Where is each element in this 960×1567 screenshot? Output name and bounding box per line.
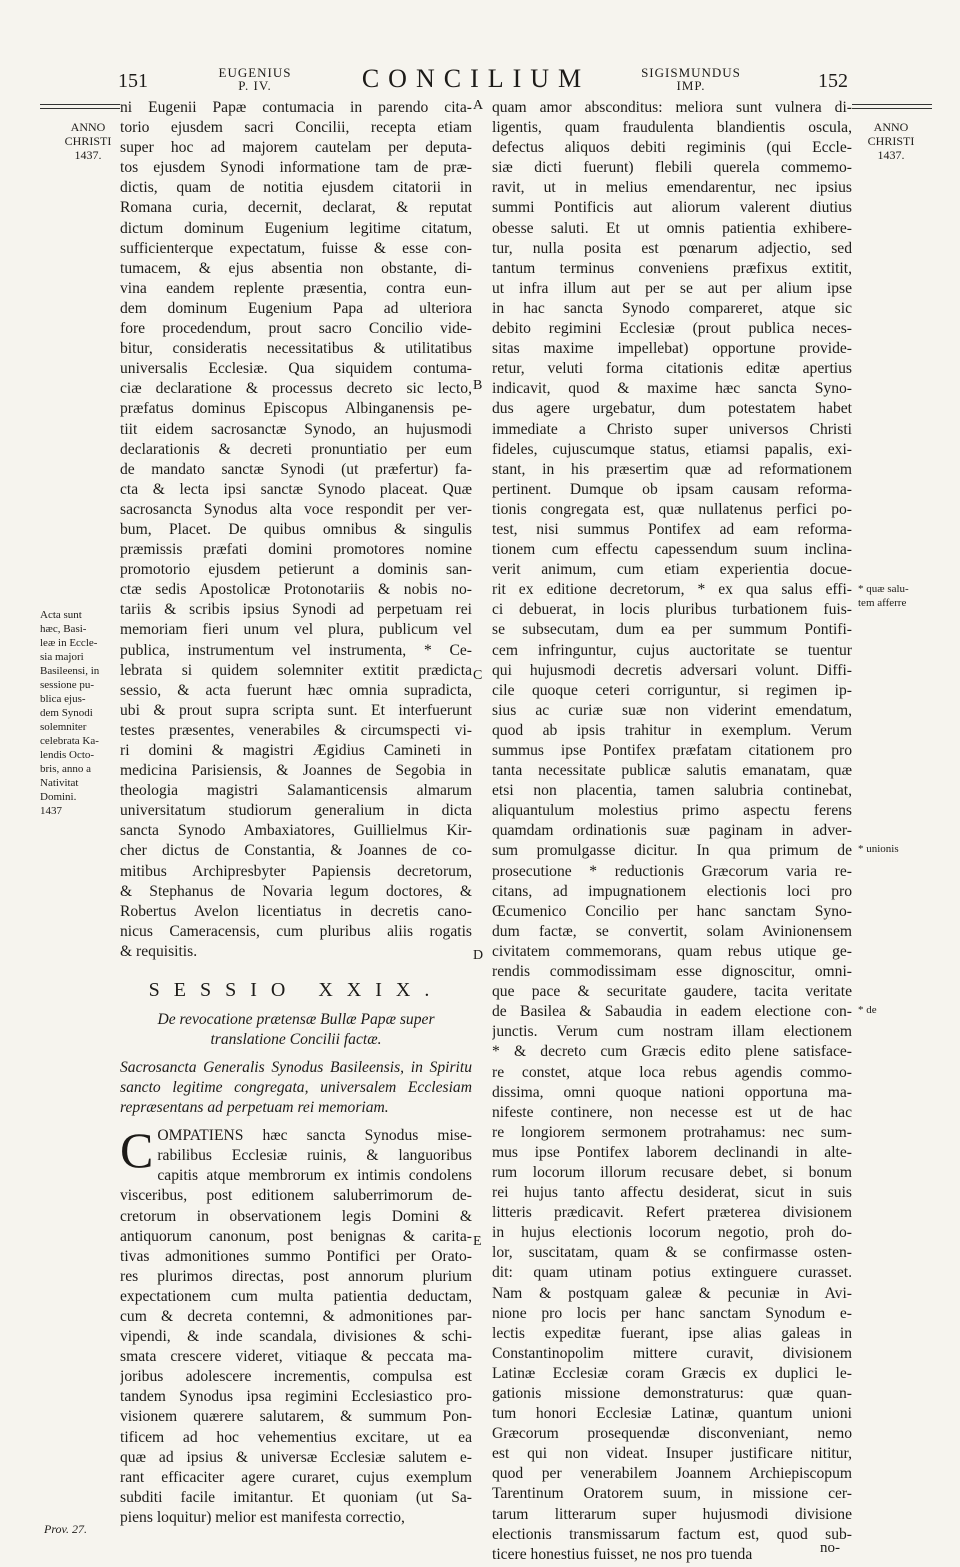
text-line: vina eandem replente præsentia, contra eun- [120,279,472,297]
margin-note-acta [40,608,116,818]
text-line: pertinent. Dumque ob ipsam causam reforma- [492,480,852,498]
text-line: test, nisi summus Pontifex ad eam reforma- [492,520,852,538]
text-line: rei hujus tanto affectu desiderat, sicut in suis [492,1184,852,1202]
text-line: torio ejusdem sacri Concilii, recepta etiam [120,119,472,137]
text-line: Romana curia, decernit, declarat, & reputat [120,199,472,217]
margin-year-left-2: CHRISTI [64,134,112,148]
text-line: se subsecutam, dum ea per summum Pontifi- [492,621,852,639]
running-head-right-line1: SIGISMUNDUS [641,65,741,80]
text-line: capitis atque membrorum ex intimis condolens [157,1167,472,1185]
margin-note-line: tem afferre [858,597,907,609]
text-line: que pace & securitate gaudere, tacita veritate [492,983,852,1001]
text-line: sufficienterque expectatum, fuisse & esse con- [120,239,472,257]
text-line: mitibus Archipresbyter Papiensis decretorum, [120,862,472,880]
margin-year-left [58,120,118,162]
left-column [120,98,472,1528]
text-line: Constantinopolim mittere curavit, divisionem [492,1344,852,1362]
text-line: in hac sancta Synodo compareret, atque sic [492,299,852,317]
margin-year-right [856,120,926,162]
text-line: tumacem, & ejus absentia non obstante, di- [120,259,472,277]
margin-note-line: dem Synodi [40,707,93,719]
text-line: testes præsentes, venerabiles & circumspecti vi- [120,721,472,739]
text-line: Græcorum prosequendæ disconveniant, nemo [492,1425,852,1443]
margin-note-line: celebrata Ka- [40,735,99,747]
text-line: sacrosancta Synodus alta voce respondit per ver- [120,500,472,518]
text-line: cum & decreta contemni, & admonitiones par- [120,1307,472,1325]
margin-note-salutem [858,582,944,610]
margin-note-line: Nativitat [40,777,79,789]
text-line: junctis. Verum cum nostram illam electionem [492,1023,852,1041]
text-line: bitur, consideratis necessitatibus & utilitatibus [120,340,472,358]
text-line: ri domini & magistri Ægidius Camineti in [120,742,472,759]
text-line: est qui non videat. Insuper justificare nititur, [492,1445,852,1463]
text-line: rum locorum illorum recusare debet, si bonum [492,1163,852,1181]
text-line: ligentis, quam fraudulenta blandientis oscula, [492,119,852,137]
text-line: joribus adolescere incrementis, compulsa est [120,1368,472,1386]
text-line: Tarentinum Oratorem suum, in missione cer- [492,1485,852,1503]
text-line: nione pro locis per hanc sanctam Synodum e- [492,1304,852,1322]
text-line: OMPATIENS hæc sancta Synodus mise- [157,1127,472,1145]
text-line: Latinæ Ecclesiæ coram Græcis ex duplici le- [492,1364,852,1382]
section-letter-e: E [473,1234,482,1249]
text-line: universitatum studiorum generalium in dicta [120,802,472,820]
section-letter-a: A [473,98,484,113]
right-ornament-rule [852,104,932,109]
text-line: theologia magistri Salamanticensis almarum [120,782,472,800]
text-line: rant efficaciter agere curaret, cujus exemplum [120,1468,472,1486]
text-line: in hujus electionis locorum negotio, proh do- [492,1224,852,1242]
margin-note-line: solemniter [40,721,87,733]
text-line: ciæ declaratione & processus decreto sic lecto, [120,380,472,398]
text-line: & requisitis. [120,942,198,960]
text-line: sancta Synodo Ambaxiatores, Guillielmus Kir- [120,822,472,840]
text-line: præfatus dominus Episcopus Albinganensis pe- [120,400,472,418]
text-line: smata crescere videret, vitiaque & peccata ma- [120,1348,472,1366]
text-line: tur, nulla posita est pœnarum adjectio, sed [492,239,852,257]
text-line: tarum litterarum super hujusmodi divisione [492,1505,852,1523]
text-line: tandem Synodus ipsa regimini Ecclesiastico pro- [120,1388,472,1406]
margin-year-right-1: ANNO [873,120,909,134]
text-line: ubi & prout supra scripta sunt. Et interfuerunt [120,701,472,719]
text-line: ctæ sedis Apostolicæ Protonotariis & nobis no- [120,581,472,599]
text-line: dus agere urgebatur, dum potestatem habet [492,400,852,418]
text-line: etsi non placentia, tamen salubria continebat, [492,782,852,800]
margin-year-left-1: ANNO [70,120,106,134]
text-line: re longiorem sermonem protrahamus: nec sum- [492,1123,852,1141]
margin-note-line: bris, anno a [40,763,92,775]
section-letter-b: B [473,378,483,393]
margin-note-line: lendis Octo- [40,749,95,761]
session-subtitle: De revocatione prætensæ Bullæ Papæ super translatione Concilii factæ. [157,1011,435,1049]
left-column-bottom-text [120,1122,472,1528]
text-line: rabilibus Ecclesiæ ruinis, & languoribus [157,1147,472,1165]
text-line: cile quoque ceteri corriguntur, si regimen ip- [492,681,852,699]
running-head-right-line2: IMP. [676,78,706,93]
text-line: rit ex editione decretorum, * ex qua salus effi- [492,581,852,599]
text-line: fore procedendum, prout sacro Concilio vide- [120,320,472,338]
margin-note-line: leæ in Eccle- [40,637,98,649]
margin-note-unionis: * unionis [858,843,899,855]
text-line: indicavit, quod & maxime hæc sancta Syno- [492,380,852,398]
right-column-text [492,98,852,1565]
text-line: dit: quam utinam potius extinguere curasset. [492,1264,852,1282]
left-column-top-text [120,98,472,962]
dropcap-letter: C [120,1122,154,1179]
page-number-right: 152 [818,70,848,92]
text-line: nicus Cameracensis, cum pluribus aliis rogatis [120,922,472,940]
text-line: retur, veluti forma citationis editæ apertius [492,360,852,378]
left-ornament-rule [40,104,120,109]
margin-note-line: hæc, Basi- [40,623,87,635]
text-line: res plurimos directas, post annorum plurium [120,1267,472,1285]
text-line: summi Pontificis aut aliorum valerent diutius [492,199,852,217]
text-line: ni Eugenii Papæ contumacia in parendo cita- [120,99,472,116]
text-line: universalis Ecclesiæ. Qua siquidem contuma- [120,360,472,378]
text-line: lebrata si quidem solemniter extitit prædicta [120,661,472,679]
margin-prov-reference: Prov. 27. [44,1522,87,1536]
session-heading: SESSIO XXIX. [148,979,444,1002]
text-line: fideles, cujuscumque status, etiamsi papalis, exi- [492,440,852,458]
text-line: prosecutione * reductionis Græcorum varia re- [492,862,852,880]
text-line: ci debuerat, in locis pluribus turbationem fuis- [492,601,852,619]
text-line: piens loquitur) melior est manifesta correctio, [120,1508,405,1526]
text-line: sessio, & acta fuerunt hæc omnia supradicta, [120,681,472,699]
text-line: expectationem cum multa patientia deductam, [120,1287,472,1305]
text-line: tificem ad hoc vehementius excitare, ut ea [120,1428,472,1446]
text-line: mus ipse Pontifex laborem declinandi in alte- [492,1143,852,1161]
margin-note-line: sia majori [40,651,84,663]
text-line: lectis expeditæ fuerant, ipse alias galeas in [492,1324,852,1342]
text-line: civitatem commemorans, quam rebus utique ge- [492,942,852,960]
text-line: dum factæ, se convertit, solam Avinionensem [492,922,852,940]
text-line: cretorum in observationem legis Domini & [120,1207,472,1225]
text-line: gationis missione demonstraturus: quæ quan- [492,1385,852,1402]
text-line: obesse saluti. Et ut omnis patientia exhibere- [492,219,852,237]
text-line: publica, instrumentum vel instrumenta, * Ce- [120,641,472,659]
text-line: & Stephanus de Novaria legum doctores, & [120,882,472,900]
text-line: cem infringuntur, cujus auctoritate se tuentur [492,641,852,659]
text-line: cta & lecta ipsi sanctæ Synodo placeat. Quæ [120,480,472,498]
text-line: bum, Placet. De quibus omnibus & singulis [120,520,472,538]
text-line: dem dominum Eugenium Papa ad ulteriora [120,299,472,317]
section-letter-c: C [473,668,483,683]
text-line: antiquorum canonum, post benignas & carita- [120,1227,472,1245]
text-line: Nam & postquam galeæ & pecuniæ in Avi- [492,1284,852,1302]
text-line: tanta necessitate publicæ salutis emanatam, quæ [492,762,852,780]
text-line: præmissis præfati domini promotores nomine [120,541,472,559]
text-line: debito regimini Ecclesiæ (prout publica neces- [492,320,852,338]
text-line: quæ ad ipsius & universæ Ecclesiæ salutem e- [120,1448,472,1466]
page-number-left: 151 [118,70,148,92]
text-line: sum promulgasse dicitur. In qua primum de [492,842,852,860]
running-head-left [210,66,300,92]
margin-year-right-3: 1437. [877,148,905,162]
text-line: declarationis & decreti pronuntiatio per eum [120,440,472,458]
text-line: tos ejusdem Synodi informatione tam de præ- [120,159,472,177]
text-line: quod ab ipsis trahitur in exemplum. Verum [492,721,852,739]
text-line: tionem cum effectu capessendum suum inclina- [492,541,852,559]
text-line: dictis, quam de notitia ejusdem citatorii in [120,179,472,197]
margin-note-line: Acta sunt [40,609,82,621]
text-line: de mandato sanctæ Synodi (ut præfertur) fa- [120,460,472,478]
text-line: nifeste continere, non necesse est ut de hac [492,1103,852,1121]
text-line: visceribus, post editionem saluberrimorum de- [120,1187,472,1205]
text-line: ut infra illum aut per se aut per alium ipse [492,279,852,297]
text-line: Robertus Avelon licentiatus in decretis cano- [120,902,472,920]
section-letter-d: D [473,948,484,963]
margin-note-de: * de [858,1004,877,1016]
text-line: lor, suscitatam, quam & se confirmasse osten- [492,1244,852,1262]
text-line: tionis congregata est, quæ nullatenus perfici po- [492,500,852,518]
text-line: memoriam fieri unum vel plura, publicum vel [120,621,472,639]
page-title: CONCILIUM [361,64,591,93]
margin-note-line: sessione pu- [40,679,95,691]
text-line: vipendi, & inde scandala, divisiones & schi- [120,1328,472,1346]
text-line: subditi facile imitantur. Et quoniam (ut Sa- [120,1488,472,1506]
margin-year-right-2: CHRISTI [867,134,915,148]
text-line: tariis & scribis ipsius Synodi ad perpetuam rei [120,601,472,619]
text-line: sius ac curiæ suæ non viderint emendatum, [492,701,852,719]
text-line: defectus aliquos debiti regiminis (qui Eccle- [492,139,852,157]
text-line: verit animum, cum etiam experientia docue- [492,561,852,579]
text-line: tantum terminus conveniens præfixus extitit, [492,259,852,277]
text-line: qui hujusmodi decretis adversari volunt. Diffi- [492,661,852,679]
text-line: quamdam ordinationis suæ paginam in adver- [492,822,852,840]
margin-note-line: Basileensi, in [40,665,100,677]
text-line: quam amor absconditus: meliora sunt vulnera di- [492,99,852,116]
text-line: promotorio ejusdem petierunt a dominis san- [120,561,472,579]
text-line: Œcumenico Concilio per hanc sanctam Syno- [492,902,852,920]
text-line: dissima, omni quoque nationi opportuna ma- [492,1083,852,1101]
running-head-left-line2: P. IV. [238,78,272,93]
text-line: siæ dicti fuerunt) flebili querela commemo- [492,159,852,177]
text-line: visionem quærere salutarem, & summum Pon- [120,1408,472,1426]
margin-note-line: 1437 [40,805,62,817]
text-line: aliquantulum molestius primo aspectu ferens [492,802,852,820]
text-line: re constet, atque loca rebus agendis commo- [492,1063,852,1081]
text-line: tum honori Ecclesiæ Latinæ, quantum unioni [492,1405,852,1423]
text-line: electionis transmissarum factum est, quod sub- [492,1525,852,1543]
text-line: rendis commodissimam esse dignoscitur, omni- [492,963,852,981]
text-line: tiit eidem sacrosanctæ Synodo, an hujusmodi [120,420,472,438]
text-line: * & decreto cum Græcis edito plene satisface- [492,1043,852,1061]
margin-note-line: * quæ salu- [858,583,909,595]
text-line: medicina Parisiensis, & Joannes de Segobia in [120,762,472,780]
right-column [492,98,852,1565]
running-head-right [632,66,750,92]
text-line: citans, ad impugnationem electionis loci pro [492,882,852,900]
margin-year-left-3: 1437. [74,148,102,162]
text-line: dictum dominum Eugenium legitime citatum, [120,219,472,237]
text-line: ticere honestius fuisset, ne nos pro tuenda [492,1545,753,1563]
catchword: no- [820,1540,840,1556]
text-line: quod per venerabilem Joannem Archiepiscopum [492,1465,852,1483]
text-line: stant, in his præsertim quæ ad reformationem [492,460,852,478]
margin-note-line: blica ejus- [40,693,86,705]
running-head-left-line1: EUGENIUS [218,65,292,80]
text-line: super hoc ad majorem cautelam per deputa- [120,139,472,157]
text-line: litteris prædicavit. Refert præterea divisionem [492,1204,852,1222]
text-line: summus ipse Pontifex præfatam citationem pro [492,742,852,759]
text-line: ravit, ut in melius emendarentur, nec ipsius [492,179,852,197]
left-column-bottom-lines [120,1122,472,1528]
text-line: sitas maxime impellebat) opportune provide- [492,340,852,358]
text-line: de Basilea & Sabaudia in eadem electione con- [492,1003,852,1021]
margin-note-line: Domini. [40,791,77,803]
session-intro: Sacrosancta Generalis Synodus Basileensis, in Spiritu sancto legitime congregata, universalem Ecclesiam repræsentans ad perpetuam rei memoriam. [120,1059,472,1117]
text-line: tivas admonitiones summo Pontifici per Orato- [120,1247,472,1265]
text-line: cher dictus de Constantia, & Joannes de co- [120,842,472,860]
text-line: immediate a Christo super universos Christi [492,420,852,438]
